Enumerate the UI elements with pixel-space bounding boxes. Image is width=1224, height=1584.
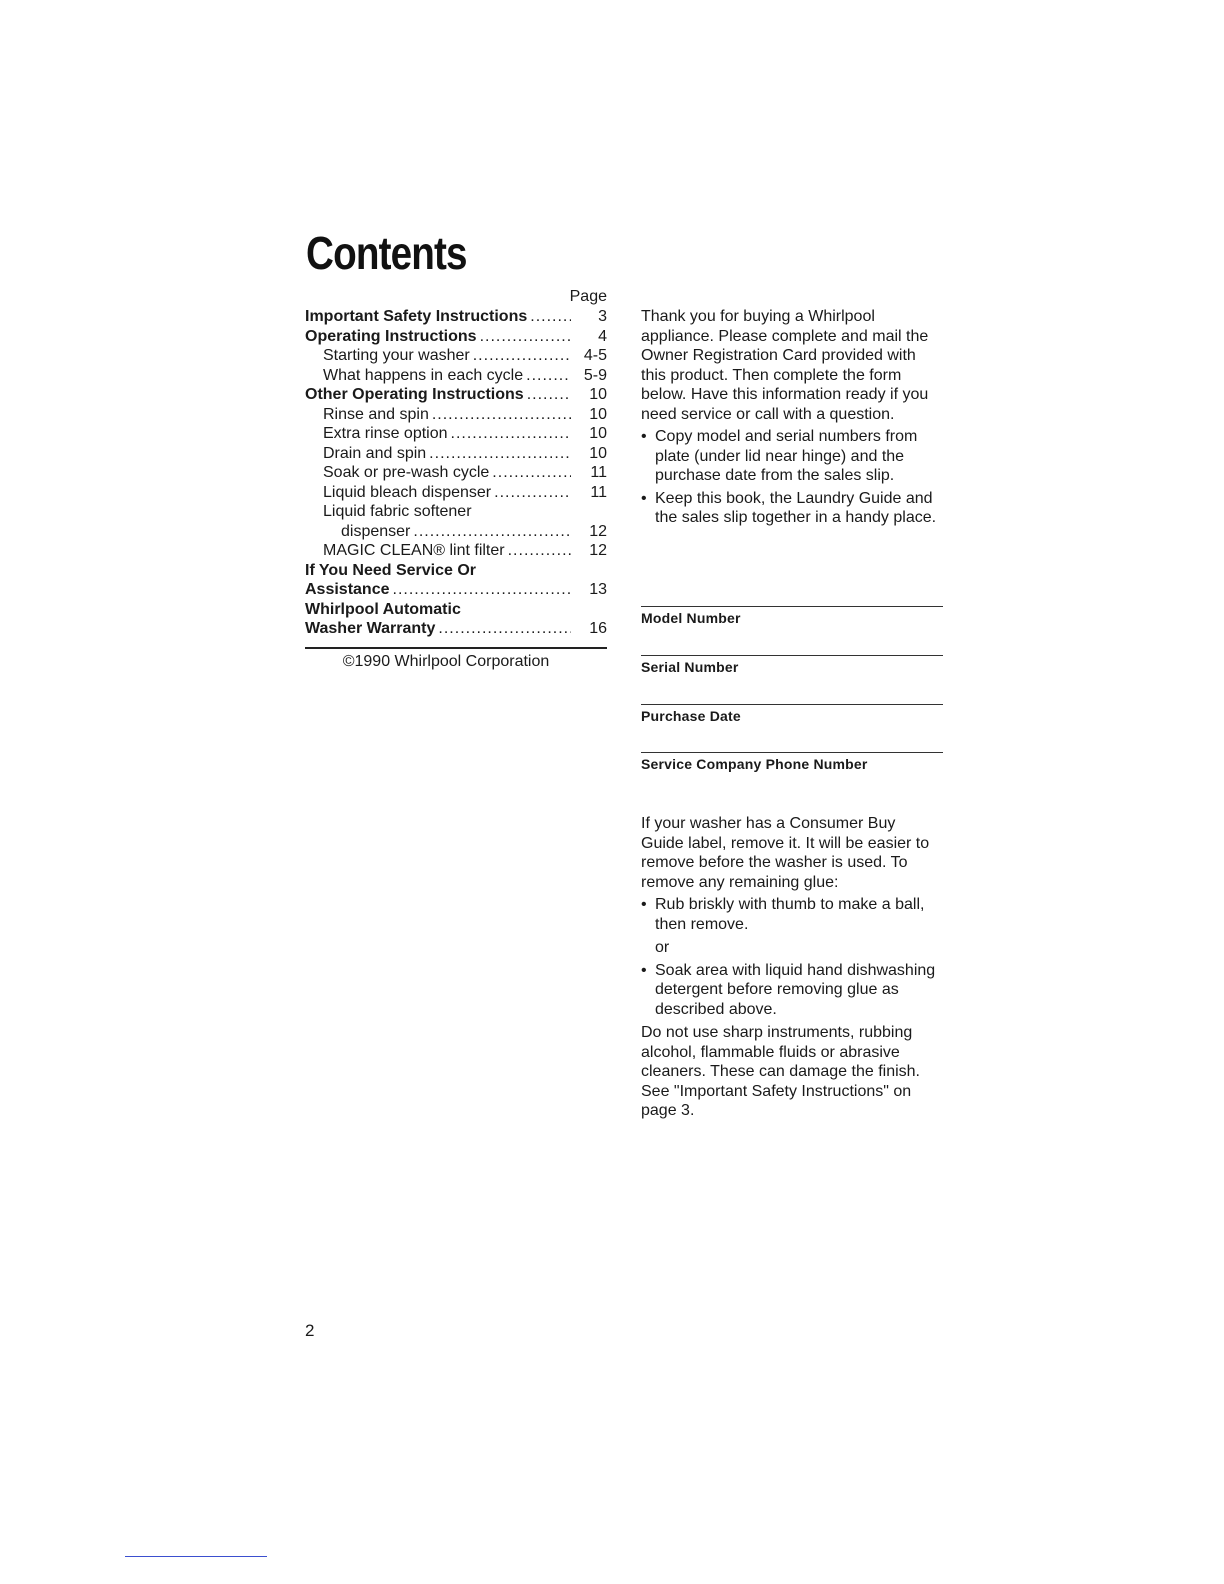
toc-leader-dots: [432, 405, 571, 425]
toc-entry[interactable]: [305, 619, 607, 639]
field-label: Model Number: [641, 610, 741, 626]
toc-entry-label: Assistance: [305, 581, 390, 598]
toc-leader-dots: [527, 385, 571, 405]
toc-page-number: 10: [589, 425, 607, 442]
toc-entry-label: Starting your washer: [323, 347, 470, 364]
fill-in-line[interactable]: [641, 655, 943, 656]
toc-leader-dots: [438, 619, 571, 639]
intro-paragraph: Thank you for buying a Whirlpool appliance. Please complete and mail the Owner Registration Card provided with this product. Then complete the form below. Have this information ready if you need service or call with a question.: [641, 308, 929, 423]
list-item: [641, 961, 941, 1020]
copyright-text: ©1990 Whirlpool Corporation: [342, 652, 550, 670]
intro-bullets: [641, 427, 941, 528]
toc-entry[interactable]: [305, 463, 607, 483]
bullet-icon: •: [641, 961, 647, 979]
toc-entry[interactable]: [305, 580, 607, 600]
warning-paragraph: Do not use sharp instruments, rubbing alcohol, flammable fluids or abrasive cleaners. These can damage the finish. See "Important Safety Instructions" on page 3.: [641, 1024, 920, 1119]
bullet-text: Keep this book, the Laundry Guide and the sales slip together in a handy place.: [655, 489, 937, 526]
toc-page-number: 4-5: [583, 347, 607, 364]
list-item: [641, 489, 941, 528]
service-phone-field[interactable]: [641, 752, 943, 772]
toc-leader-dots: [494, 483, 571, 503]
field-label: Service Company Phone Number: [641, 756, 868, 772]
toc-entry[interactable]: [305, 346, 607, 366]
toc-entry[interactable]: [305, 483, 607, 503]
fill-in-line[interactable]: [641, 704, 943, 705]
footer-rule: [125, 1556, 267, 1557]
or-text: or: [655, 939, 670, 956]
toc-entry-label: Soak or pre-wash cycle: [323, 464, 490, 481]
toc-entry[interactable]: [305, 600, 607, 620]
serial-number-field[interactable]: [641, 655, 943, 675]
toc-leader-dots: [413, 522, 571, 542]
purchase-date-field[interactable]: [641, 704, 943, 724]
toc-leader-dots: [429, 444, 571, 464]
toc-entry-label: Important Safety Instructions: [305, 308, 528, 325]
fill-in-line[interactable]: [641, 606, 943, 607]
toc-leader-dots: [526, 366, 571, 386]
toc-entry[interactable]: [305, 561, 607, 581]
field-label: Serial Number: [641, 659, 739, 675]
toc-entry[interactable]: [305, 424, 607, 444]
field-label: Purchase Date: [641, 708, 741, 724]
page-number: 2: [305, 1321, 315, 1340]
toc-entry-label: What happens in each cycle: [323, 366, 524, 384]
toc-leader-dots: [530, 307, 571, 327]
toc-divider: [305, 647, 607, 649]
toc-leader-dots: [451, 424, 571, 444]
toc-entry-label: Whirlpool Automatic: [305, 600, 461, 618]
toc-entry-label: dispenser: [341, 522, 411, 540]
toc-leader-dots: [508, 541, 571, 561]
list-item: [641, 895, 941, 934]
toc-leader-dots: [473, 346, 571, 366]
intro-section: [641, 307, 941, 528]
bullet-text: Rub briskly with thumb to make a ball, then remove.: [655, 896, 925, 933]
toc-entry-label: Liquid bleach dispenser: [323, 483, 492, 501]
toc-page-number: 12: [589, 522, 607, 540]
toc-page-number: 4: [598, 327, 607, 345]
toc-entry-label: Extra rinse option: [323, 425, 448, 442]
toc-leader-dots: [393, 580, 572, 600]
toc-entry-label: Other Operating Instructions: [305, 386, 524, 403]
toc-page-number: 11: [590, 483, 607, 501]
toc-entry[interactable]: [305, 327, 607, 347]
toc-leader-dots: [480, 327, 571, 347]
fill-in-line[interactable]: [641, 752, 943, 753]
toc-page-number: 5-9: [583, 366, 607, 384]
toc-entry-label: Drain and spin: [323, 444, 427, 462]
label-note-paragraph: If your washer has a Consumer Buy Guide label, remove it. It will be easier to remove before the washer is used. To remove any remaining glue:: [641, 815, 930, 891]
bullet-text: Copy model and serial numbers from plate (under lid near hinge) and the purchase date from the sales slip.: [655, 428, 918, 484]
toc-page-number: 13: [589, 581, 607, 598]
toc-rows: [305, 307, 607, 639]
toc-entry-label: Operating Instructions: [305, 327, 477, 345]
toc-page-number: 3: [598, 308, 607, 325]
toc-page-header: Page: [569, 288, 607, 305]
toc-leader-dots: [492, 463, 571, 483]
toc-page-number: 10: [589, 405, 607, 423]
toc-page-number: 12: [589, 542, 607, 559]
toc-entry[interactable]: [305, 541, 607, 561]
bullet-text: Soak area with liquid hand dishwashing detergent before removing glue as described above.: [655, 961, 936, 1018]
toc-page-number: 16: [589, 620, 607, 637]
toc-entry-label: MAGIC CLEAN® lint filter: [323, 542, 505, 559]
bullet-icon: •: [641, 896, 647, 913]
toc-entry-label: If You Need Service Or: [305, 561, 477, 579]
bullet-icon: •: [641, 428, 647, 445]
toc-entry[interactable]: [305, 366, 607, 386]
toc-entry-label: Liquid fabric softener: [323, 503, 472, 520]
toc-page-number: 11: [590, 464, 607, 481]
toc-entry-label: Washer Warranty: [305, 620, 436, 637]
table-of-contents: [305, 287, 607, 671]
toc-entry-label: Rinse and spin: [323, 405, 429, 423]
list-item: [641, 427, 941, 486]
toc-entry[interactable]: [305, 405, 607, 425]
toc-page-number: 10: [589, 386, 607, 403]
toc-entry[interactable]: [305, 307, 607, 327]
toc-entry[interactable]: [305, 444, 607, 464]
model-number-field[interactable]: [641, 606, 943, 626]
toc-page-number: 10: [589, 444, 607, 462]
toc-entry[interactable]: [305, 502, 607, 522]
toc-entry[interactable]: [305, 522, 607, 542]
bullet-icon: •: [641, 489, 647, 507]
label-removal-section: [641, 814, 941, 1121]
page-title: Contents: [306, 227, 467, 279]
toc-entry[interactable]: [305, 385, 607, 405]
